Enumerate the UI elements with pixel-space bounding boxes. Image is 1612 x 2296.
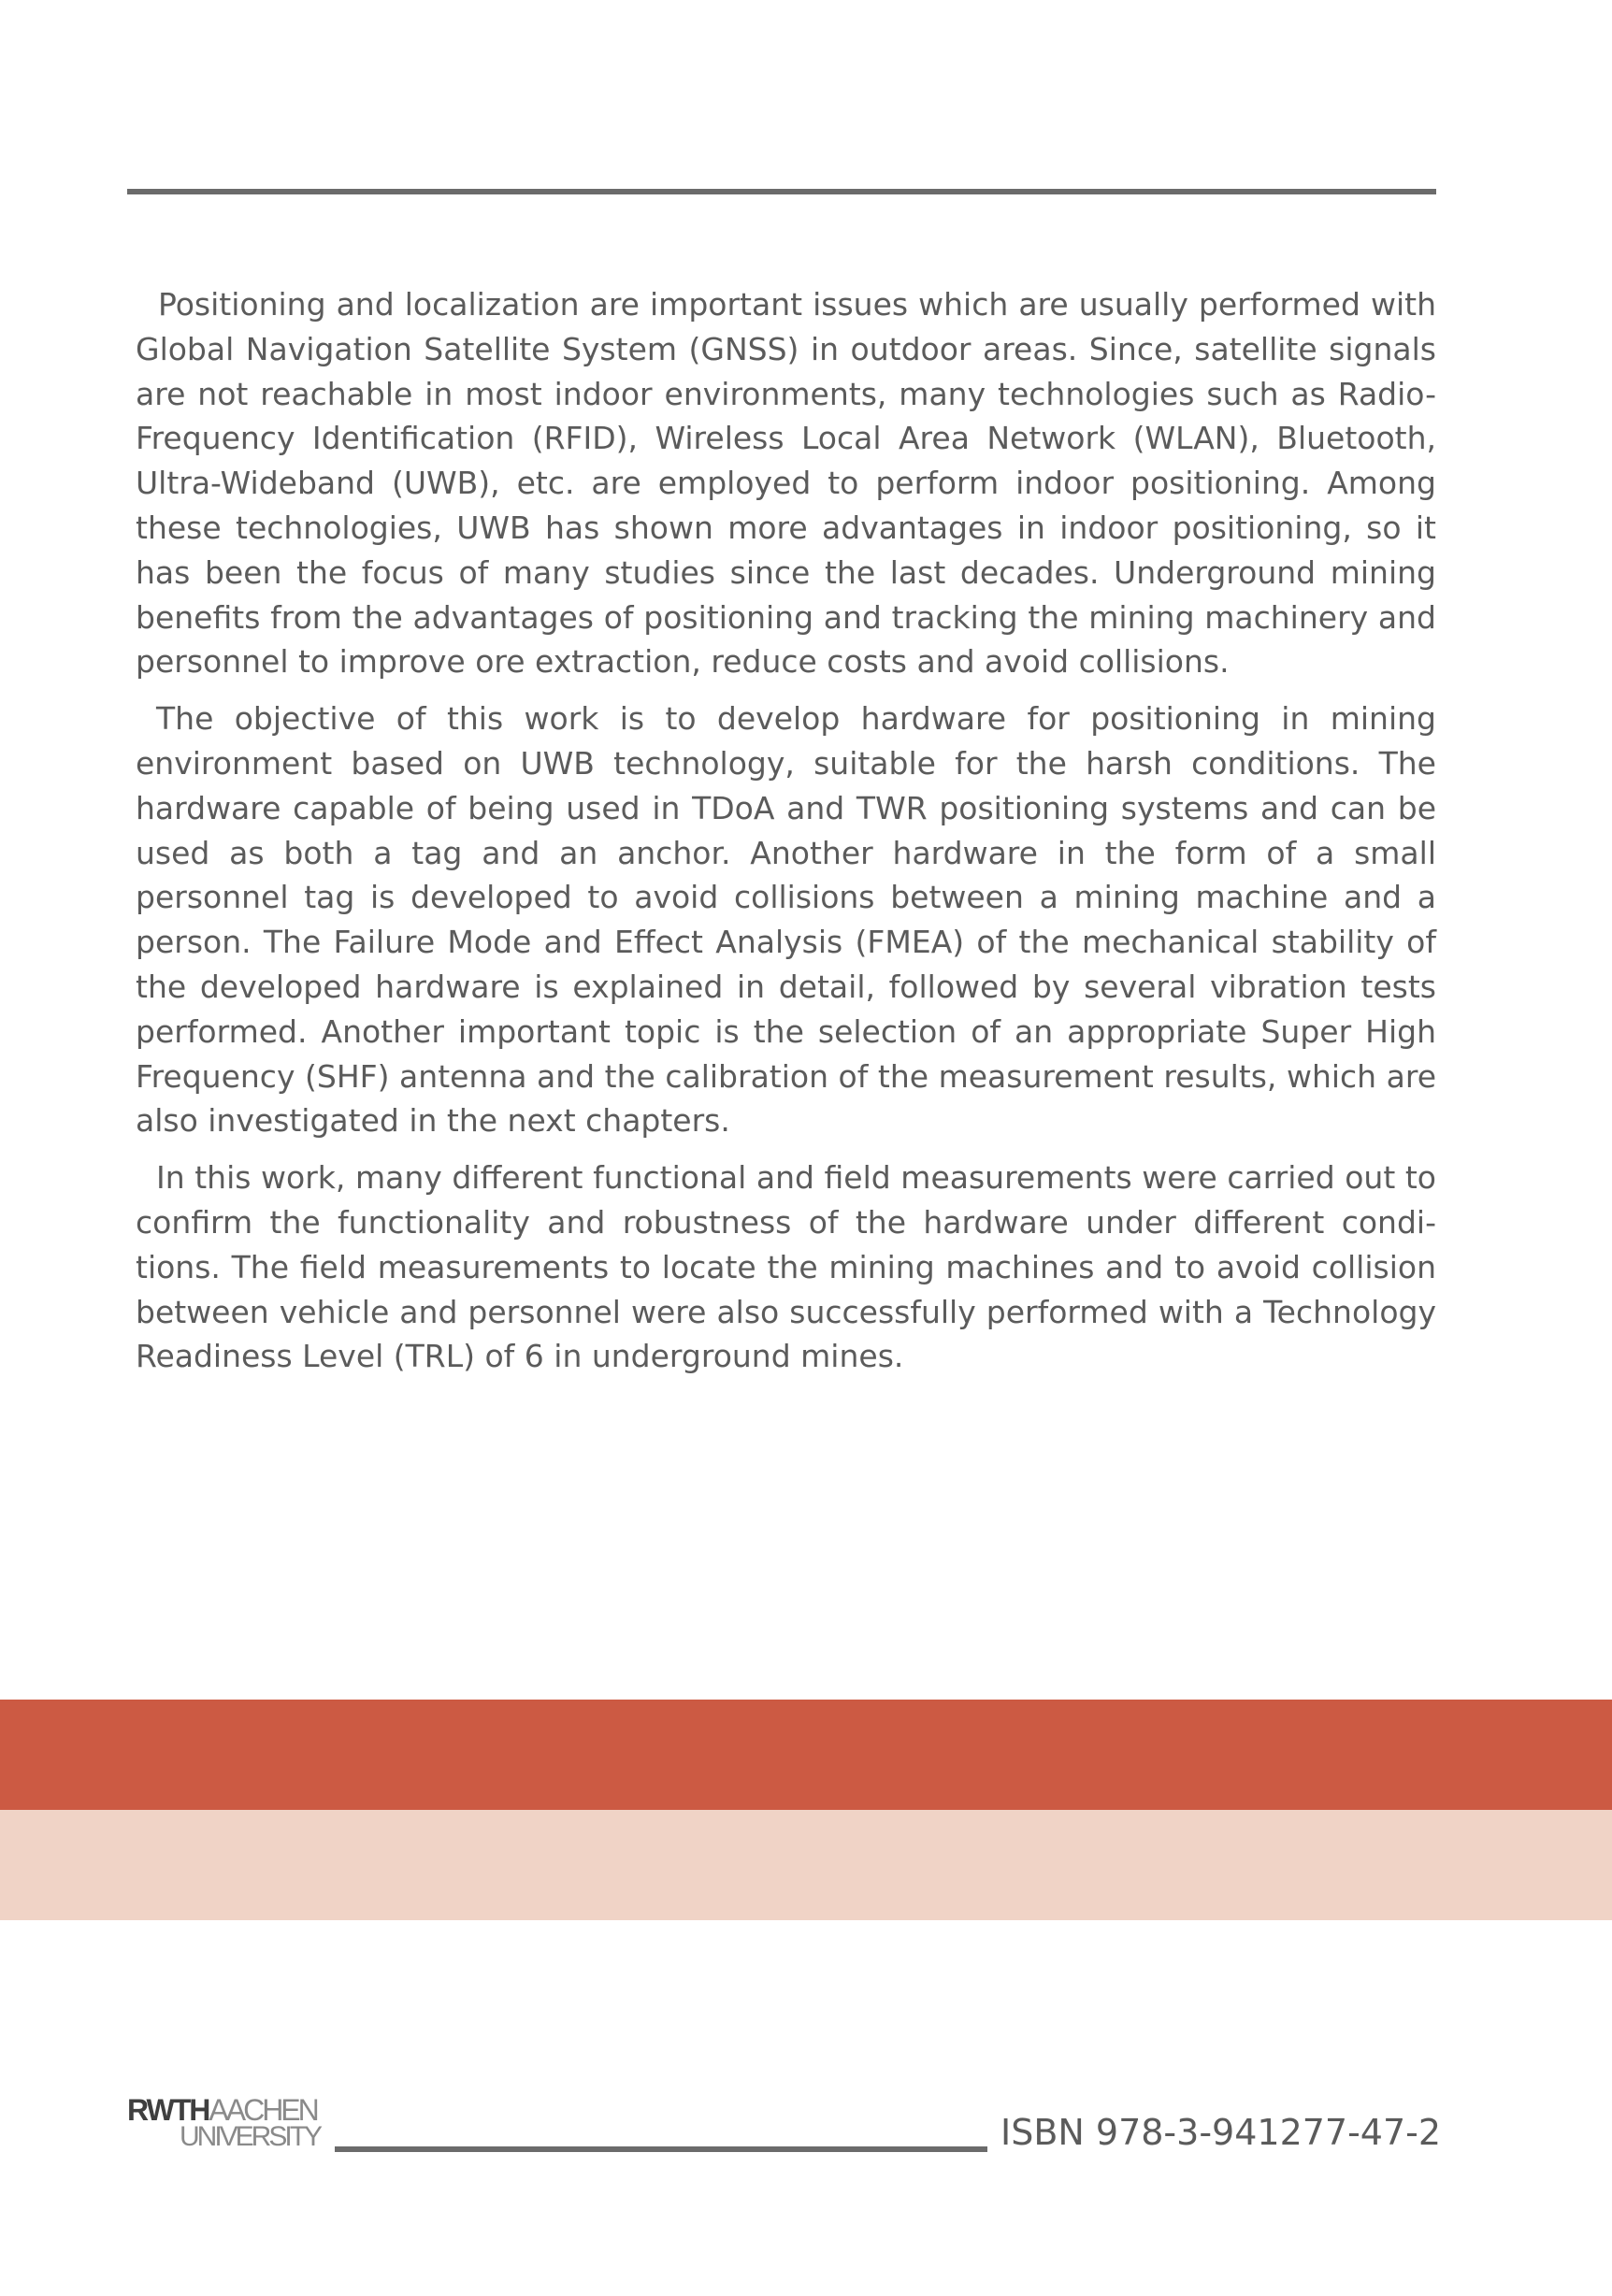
logo-rwth: RWTH (127, 2093, 209, 2127)
bottom-divider (335, 2146, 987, 2152)
abstract-paragraph-2: The objective of this work is to develop hardware for positioning in mining environment based on UWB technology, suitable for the harsh conditions. The hardware capable of being used in TDoA and TWR positioning systems and can be used as both a tag and an anchor. Another hardware in the form of a small personnel tag is developed to avoid collisions between a mining machine and a person. The Failure Mode and Effect Analysis (FMEA) of the mechanical stability of the developed hardware is explained in detail, followed by several vibration tests performed. Another important topic is the selection of an appropriate Super High Frequency (SHF) antenna and the calibration of the measurement results, which are also investigated in the next chapters. (136, 700, 1436, 1140)
decorative-band-dark (0, 1700, 1612, 1810)
abstract-text (136, 282, 1436, 1391)
logo-aachen: AACHEN (209, 2093, 317, 2127)
university-logo (127, 2095, 333, 2157)
abstract-paragraph-1: Positioning and localization are important issues which are usually performed with Global Navigation Satellite System (GNSS) in outdoor areas. Since, satellite signals are not reachable in most indoor environments, many technologies such as Radio-Frequency Identification (RFID), Wireless Local Area Network (WLAN), Bluetooth, Ultra-Wideband (UWB), etc. are employed to perform indoor positioning. Among these technologies, UWB has shown more advantages in indoor positioning, so it has been the focus of many studies since the last decades. Underground mining benefits from the advantages of positioning and tracking the mining machinery and personnel to improve ore extraction, reduce costs and avoid collisions. (136, 286, 1436, 681)
decorative-band-light (0, 1810, 1612, 1920)
logo-university: UNIVERSITY (180, 2121, 321, 2152)
abstract-paragraph-3: In this work, many different functional and field measurements were carried out to confirm the functionality and robustness of the hardware under different conditions. The field measurements to locate the mining machines and to avoid collision between vehicle and personnel were also successfully performed with a Technology Readiness Level (TRL) of 6 in underground mines. (136, 1159, 1436, 1375)
top-divider (127, 189, 1436, 194)
isbn-number: ISBN 978-3-941277-47-2 (1000, 2112, 1442, 2153)
